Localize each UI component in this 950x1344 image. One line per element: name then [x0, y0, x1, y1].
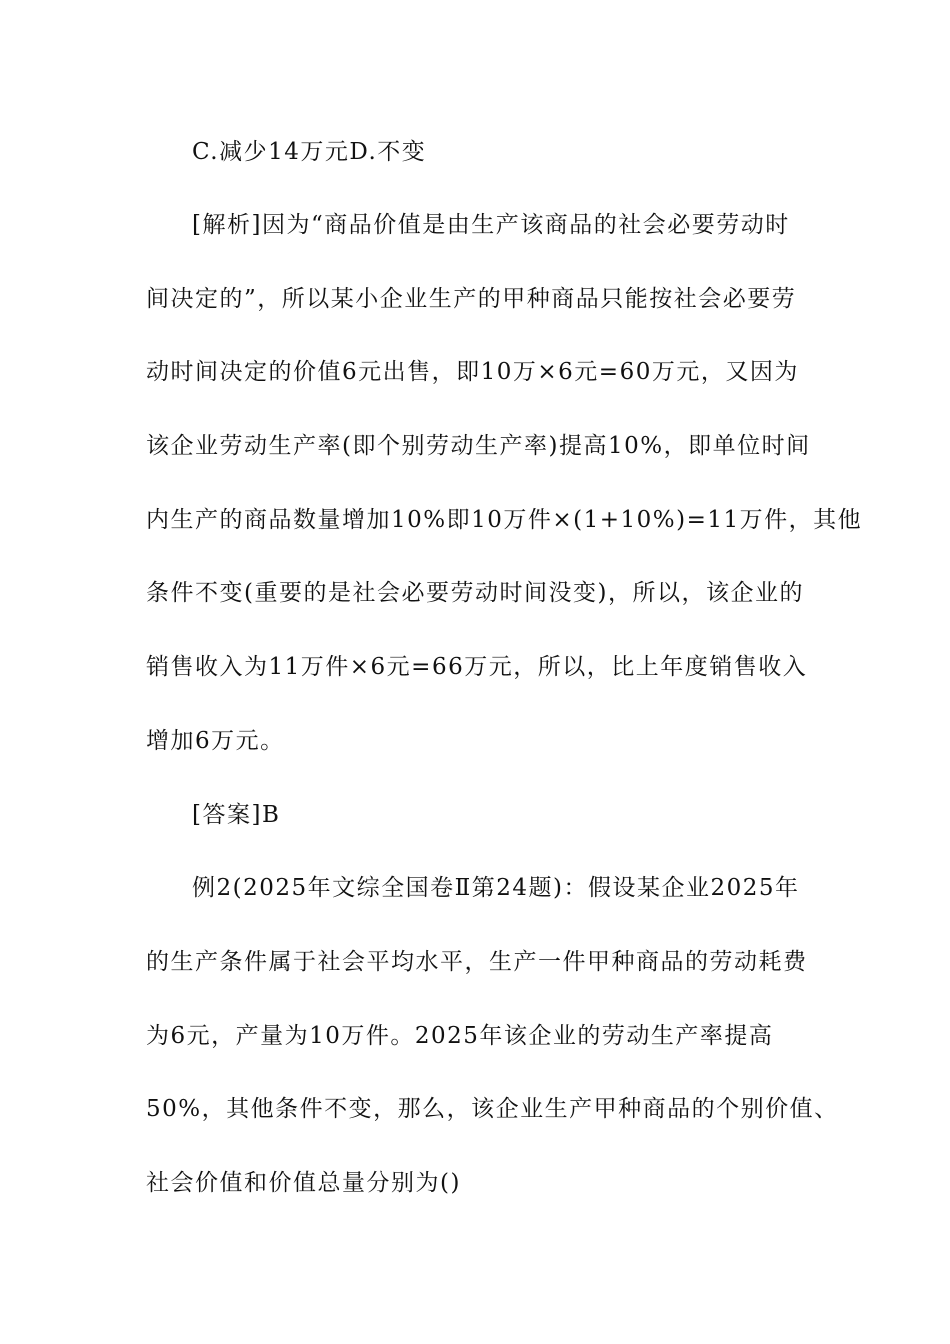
analysis-line-2: 间决定的”，所以某小企业生产的甲种商品只能按社会必要劳: [146, 286, 797, 312]
example-line-2: 的生产条件属于社会平均水平，生产一件甲种商品的劳动耗费: [146, 949, 808, 975]
analysis-line-8: 增加6万元。: [146, 728, 285, 754]
analysis-line-6: 条件不变(重要的是社会必要劳动时间没变)，所以，该企业的: [146, 580, 804, 606]
example-line-1: 例2(2025年文综全国卷Ⅱ第24题)：假设某企业2025年: [192, 875, 800, 901]
analysis-line-5: 内生产的商品数量增加10%即10万件×(1+10%)=11万件，其他: [146, 507, 863, 533]
analysis-line-4: 该企业劳动生产率(即个别劳动生产率)提高10%，即单位时间: [146, 433, 811, 459]
analysis-line-7: 销售收入为11万件×6元=66万元，所以，比上年度销售收入: [146, 654, 808, 680]
example-line-4: 50%，其他条件不变，那么，该企业生产甲种商品的个别价值、: [146, 1096, 839, 1122]
example-line-3: 为6元，产量为10万件。2025年该企业的劳动生产率提高: [146, 1023, 774, 1049]
example-line-5: 社会价值和价值总量分别为(): [146, 1170, 461, 1196]
analysis-line-3: 动时间决定的价值6元出售，即10万×6元=60万元，又因为: [146, 359, 799, 385]
option-line-cd: C.减少14万元D.不变: [192, 139, 427, 165]
analysis-line-1: [解析]因为“商品价值是由生产该商品的社会必要劳动时: [192, 212, 790, 238]
answer-line: [答案]B: [192, 802, 281, 828]
